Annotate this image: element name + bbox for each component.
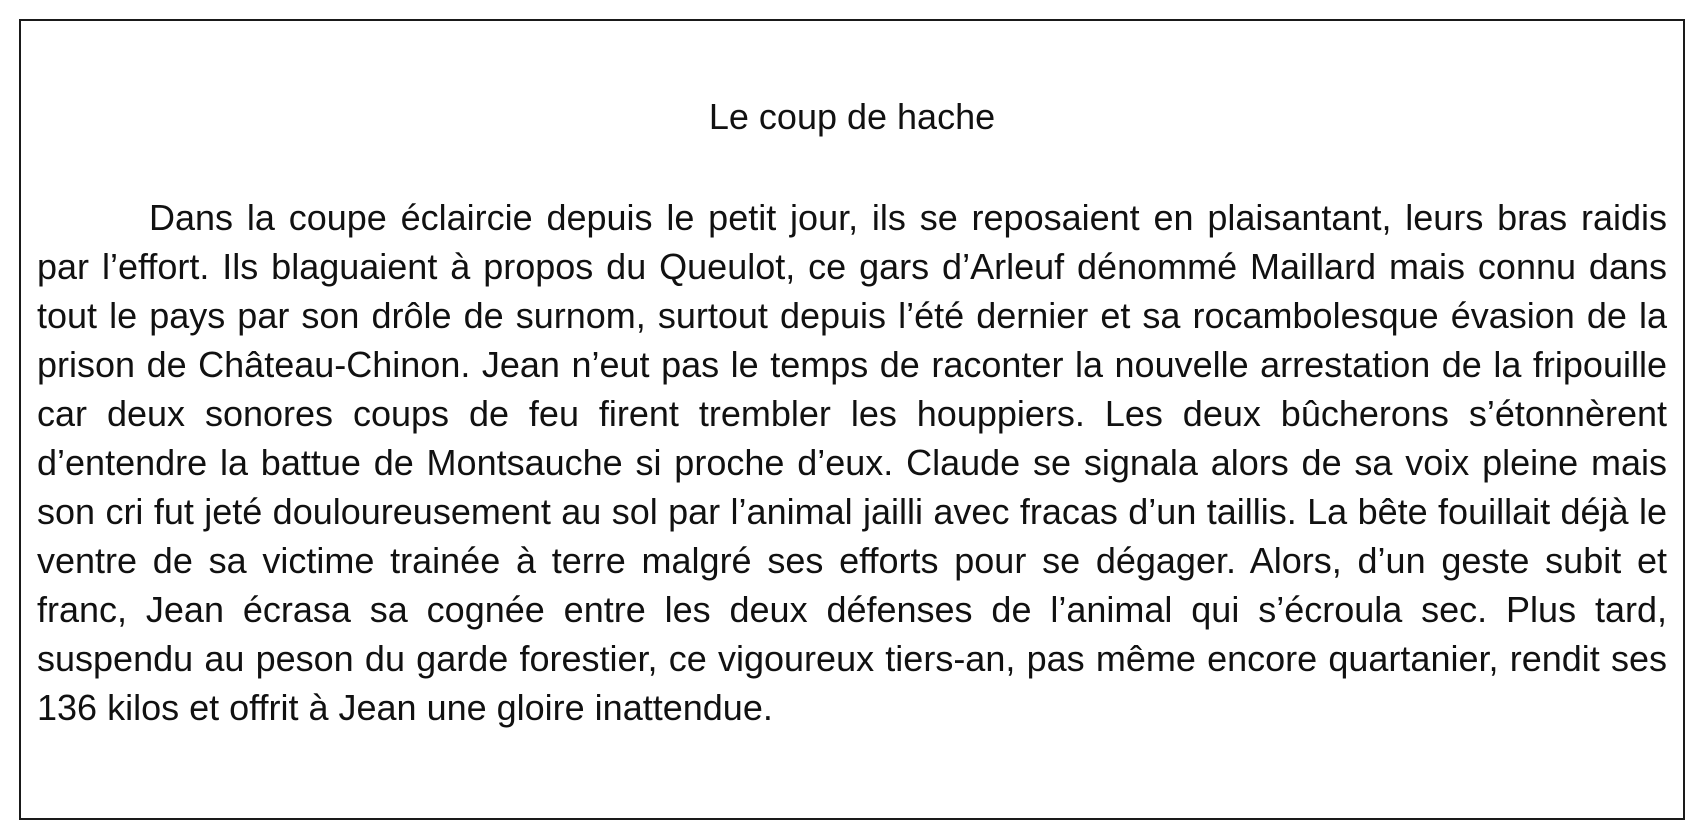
text-box-frame (19, 19, 1685, 820)
document-title: Le coup de hache (708, 96, 996, 137)
story-paragraph: Dans la coupe éclaircie depuis le petit jour, ils se reposaient en plaisantant, leurs bras raidis par l’effort. Ils blaguaient à propos du Queulot, ce gars d’Arleuf dénommé Maillard mais connu dans tout le pays par son drôle de surnom, surtout depuis l’été dernier et sa rocambolesque évasion de la prison de Château-Chinon. Jean n’eut pas le temps de raconter la nouvelle arrestation de la fripouille car deux sonores coups de feu firent trembler les houppiers. Les deux bûcherons s’étonnèrent d’entendre la battue de Montsauche si proche d’eux. Claude se signala alors de sa voix pleine mais son cri fut jeté douloureusement au sol par l’animal jailli avec fracas d’un taillis. La bête fouillait déjà le ventre de sa victime trainée à terre malgré ses efforts pour se dégager. Alors, d’un geste subit et franc, Jean écrasa sa cognée entre les deux défenses de l’animal qui s’écroula sec. Plus tard, suspendu au peson du garde forestier, ce vigoureux tiers-an, pas même encore quartanier, rendit ses 136 kilos et offrit à Jean une gloire inattendue. (37, 197, 1667, 728)
